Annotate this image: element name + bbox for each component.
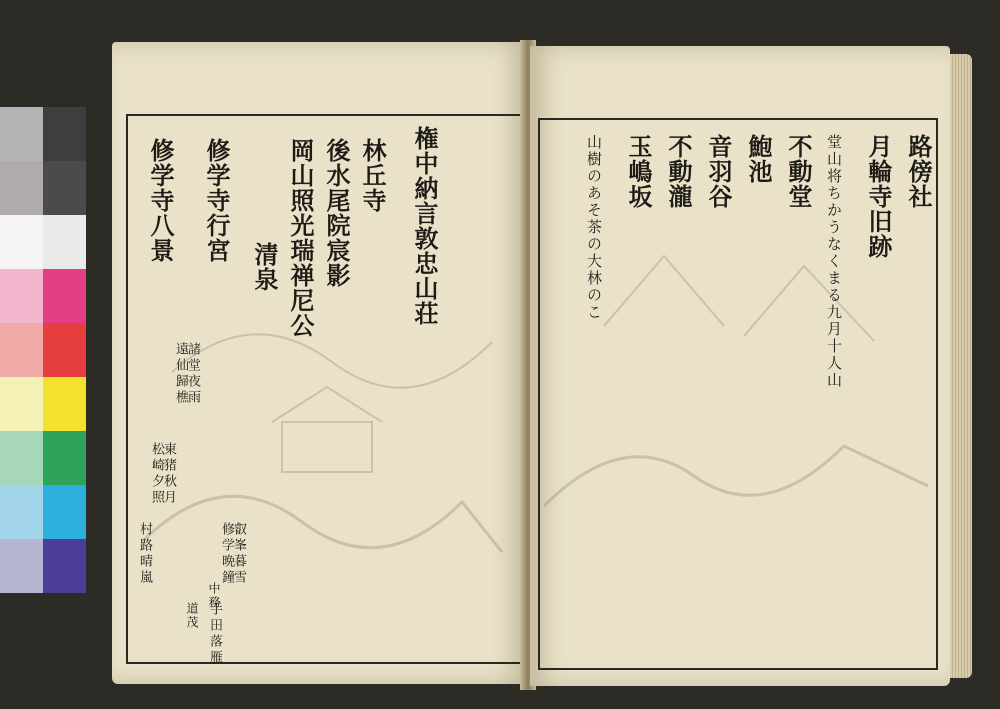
color-swatch bbox=[43, 539, 86, 593]
color-calibration-chart bbox=[0, 107, 86, 595]
color-swatch bbox=[0, 377, 43, 431]
color-swatch bbox=[0, 485, 43, 539]
open-book bbox=[112, 40, 972, 696]
right_page-column: 不動堂 bbox=[784, 134, 813, 209]
left_page-column: 道茂 bbox=[185, 602, 199, 630]
left_page-column: 松崎夕照 bbox=[149, 442, 164, 506]
color-swatch bbox=[43, 215, 86, 269]
right_page-column: 堂山将ちかうなくまる九月十人山 bbox=[825, 134, 843, 389]
left_page-column: 遠仙歸樵 bbox=[173, 342, 188, 406]
color-swatch bbox=[0, 215, 43, 269]
right_page-column: 路傍社 bbox=[904, 134, 933, 209]
left_page-column: 修学晩鐘 bbox=[219, 522, 234, 586]
color-swatch bbox=[43, 107, 86, 161]
page-edges bbox=[950, 54, 972, 678]
color-swatch bbox=[43, 431, 86, 485]
color-swatch bbox=[0, 269, 43, 323]
color-swatch bbox=[43, 269, 86, 323]
left_page-column: 修学寺八景 bbox=[146, 138, 175, 263]
color-swatch bbox=[43, 161, 86, 215]
left_page-column: 諸堂夜雨 bbox=[185, 342, 200, 406]
color-swatch bbox=[0, 107, 43, 161]
left_page-column: 修学寺行宮 bbox=[202, 138, 231, 263]
color-swatch bbox=[43, 377, 86, 431]
color-swatch bbox=[43, 323, 86, 377]
left_page-column: 中務 bbox=[207, 582, 221, 610]
right_page-column: 不動瀧 bbox=[664, 134, 693, 209]
color-swatch bbox=[0, 323, 43, 377]
color-swatch bbox=[43, 485, 86, 539]
right_page-column: 山樹のあそ茶の大林のこ bbox=[585, 134, 603, 321]
color-swatch bbox=[0, 161, 43, 215]
left-page bbox=[112, 42, 526, 684]
left_page-column: 東猪秋月 bbox=[161, 442, 176, 506]
left_page-column: 後水尾院宸影 bbox=[322, 138, 351, 288]
color-swatch bbox=[0, 431, 43, 485]
left_page-column: 清泉 bbox=[250, 242, 279, 292]
right_page-column: 玉嶋坂 bbox=[624, 134, 653, 209]
left_page-column: 岡山照光瑞禅尼公 bbox=[286, 138, 315, 338]
left_page-column: 村路晴嵐 bbox=[137, 522, 152, 586]
right-page bbox=[530, 46, 950, 686]
right_page-column: 鮑池 bbox=[744, 134, 773, 184]
left_page-column: 叡峯暮雪 bbox=[231, 522, 246, 586]
left_page-column: 権中納言敦忠山荘 bbox=[410, 126, 439, 326]
right_page-column: 音羽谷 bbox=[704, 134, 733, 209]
left_page-column: 手田落雁 bbox=[207, 602, 222, 666]
left_page-column: 林丘寺 bbox=[358, 138, 387, 213]
color-swatch bbox=[0, 539, 43, 593]
right_page-column: 月輪寺旧跡 bbox=[864, 134, 893, 259]
